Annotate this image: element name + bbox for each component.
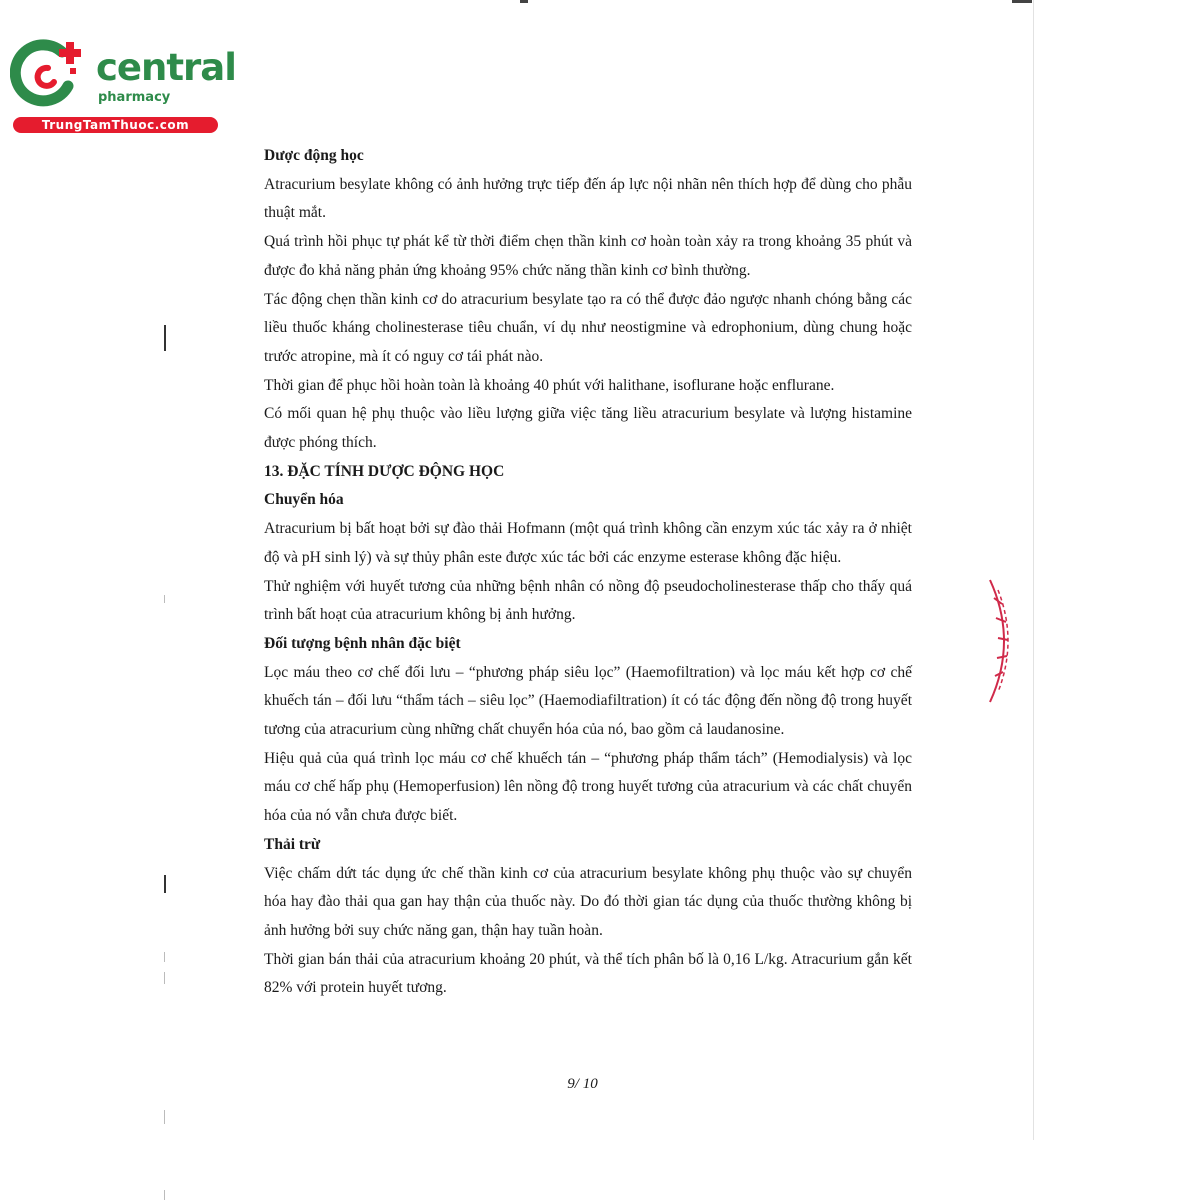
- paragraph: Tác động chẹn thần kinh cơ do atracurium besylate tạo ra có thể được đảo ngược nhanh chóng bằng các liều thuốc kháng cholinesterase tiêu chuẩn, ví dụ như neostigmine và edrophonium, dùng chung hoặc trước atropine, mà ít có nguy cơ tái phát nào.: [264, 290, 912, 365]
- paragraph: Atracurium bị bất hoạt bởi sự đào thải Hofmann (một quá trình không cần enzym xúc tác xảy ra ở nhiệt độ và pH sinh lý) và sự thủy phân este được xúc tác bởi các enzyme esterase không đặc hiệu.: [264, 520, 912, 566]
- margin-tick: [164, 952, 165, 962]
- margin-tick: [164, 325, 166, 351]
- section-heading: 13. ĐẶC TÍNH DƯỢC ĐỘNG HỌC: [264, 462, 505, 480]
- logo-wordmark: central: [96, 46, 236, 89]
- page-number: 9/ 10: [567, 1076, 598, 1092]
- paragraph: Thử nghiệm với huyết tương của những bệnh nhân có nồng độ pseudocholinesterase thấp cho thấy quá trình bất hoạt của atracurium không bị ảnh hưởng.: [264, 577, 912, 624]
- brand-logo: [10, 38, 236, 138]
- subsection-heading: Đối tượng bệnh nhân đặc biệt: [264, 634, 461, 652]
- logo-subtitle: pharmacy: [98, 90, 171, 105]
- paragraph: Quá trình hồi phục tự phát kể từ thời điểm chẹn thần kinh cơ hoàn toàn xảy ra trong khoảng 35 phút và được đo khả năng phản ứng khoảng 95% chức năng thần kinh cơ bình thường.: [264, 233, 912, 279]
- subsection-heading: Thải trừ: [264, 835, 321, 853]
- scan-mark: [520, 0, 528, 3]
- subsection-heading: Chuyển hóa: [264, 491, 344, 509]
- scan-mark: [1012, 0, 1032, 3]
- margin-tick: [164, 972, 165, 984]
- paragraph: Hiệu quả của quá trình lọc máu cơ chế khuếch tán – “phương pháp thẩm tách” (Hemodialysis) và lọc máu cơ chế hấp phụ (Hemoperfusion) lên nồng độ trong huyết tương của atracurium và các chất chuyển hóa của nó vẫn chưa được biết.: [264, 749, 912, 825]
- margin-tick: [164, 875, 166, 893]
- page-edge-line: [1033, 0, 1034, 1140]
- margin-tick: [164, 1110, 165, 1124]
- central-pharmacy-logo-icon: [10, 38, 90, 108]
- logo-site-banner: TrungTamThuoc.com: [13, 117, 218, 133]
- section-heading: Dược động học: [264, 147, 364, 164]
- margin-tick: [164, 595, 165, 603]
- document-body: [264, 142, 912, 1003]
- red-seal-stamp-icon: [988, 578, 1016, 704]
- paragraph: Lọc máu theo cơ chế đối lưu – “phương pháp siêu lọc” (Haemofiltration) và lọc máu kết hợp cơ chế khuếch tán – đối lưu “thẩm tách – siêu lọc” (Haemodiafiltration) ít có tác động đến nồng độ trong huyết tương của atracurium cùng những chất chuyển hóa của nó, bao gồm cả laudanosine.: [264, 663, 912, 739]
- margin-tick: [164, 1190, 165, 1200]
- paragraph: Việc chấm dứt tác dụng ức chế thần kinh cơ của atracurium besylate không phụ thuộc vào sự chuyển hóa hay đào thải qua gan hay thận của thuốc này. Do đó thời gian tác dụng của thuốc thường không bị ảnh hưởng bởi suy chức năng gan, thận hay tuần hoàn.: [264, 864, 912, 939]
- paragraph: Atracurium besylate không có ảnh hưởng trực tiếp đến áp lực nội nhãn nên thích hợp để dùng cho phẫu thuật mắt.: [264, 175, 912, 222]
- paragraph: Có mối quan hệ phụ thuộc vào liều lượng giữa việc tăng liều atracurium besylate và lượng histamine được phóng thích.: [264, 405, 912, 452]
- paragraph: Thời gian để phục hồi hoàn toàn là khoảng 40 phút với halithane, isoflurane hoặc enflurane.: [264, 376, 835, 394]
- paragraph: Thời gian bán thải của atracurium khoảng 20 phút, và thể tích phân bố là 0,16 L/kg. Atracurium gắn kết 82% với protein huyết tương.: [264, 950, 912, 997]
